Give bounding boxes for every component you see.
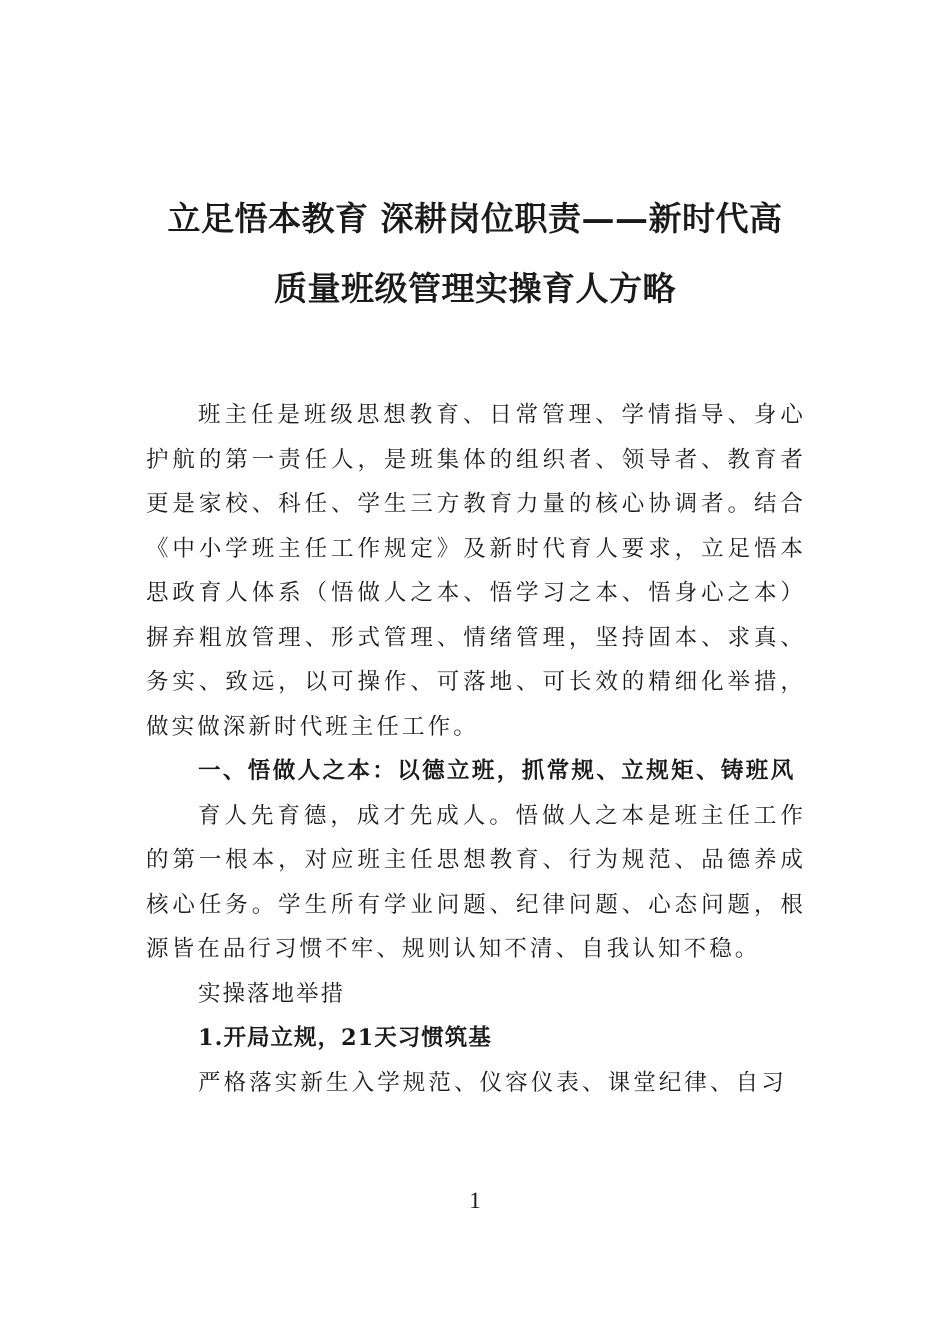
- document-body: [146, 393, 806, 1105]
- item-paragraph: 严格落实新生入学规范、仪容仪表、课堂纪律、自习: [198, 1069, 787, 1096]
- subsection-label: 实操落地举措: [198, 980, 346, 1007]
- section-paragraph: 育人先育德，成才先成人。悟做人之本是班主任工作的第一根本，对应班主任思想教育、行为规范、品德养成核心任务。学生所有学业问题、纪律问题、心态问题，根源皆在品行习惯不牢、规则认知不清、自我认知不稳。: [146, 802, 806, 962]
- intro-paragraph: 班主任是班级思想教育、日常管理、学情指导、身心护航的第一责任人，是班集体的组织者、领导者、教育者更是家校、科任、学生三方教育力量的核心协调者。结合《中小学班主任工作规定》及新时代育人要求，立足悟本思政育人体系（悟做人之本、悟学习之本、悟身心之本）摒弃粗放管理、形式管理、情绪管理，坚持固本、求真、务实、致远，以可操作、可落地、可长效的精细化举措，做实做深新时代班主任工作。: [146, 402, 806, 740]
- document-title-line-1: 立足悟本教育 深耕岗位职责——新时代高: [167, 199, 783, 238]
- document-title-line-2: 质量班级管理实操育人方略: [274, 269, 676, 308]
- item-heading: 1.开局立规，21天习惯筑基: [198, 1025, 492, 1051]
- page-number: 1: [469, 1188, 481, 1213]
- section-heading: 一、悟做人之本：以德立班，抓常规、立规矩、铸班风: [198, 758, 796, 784]
